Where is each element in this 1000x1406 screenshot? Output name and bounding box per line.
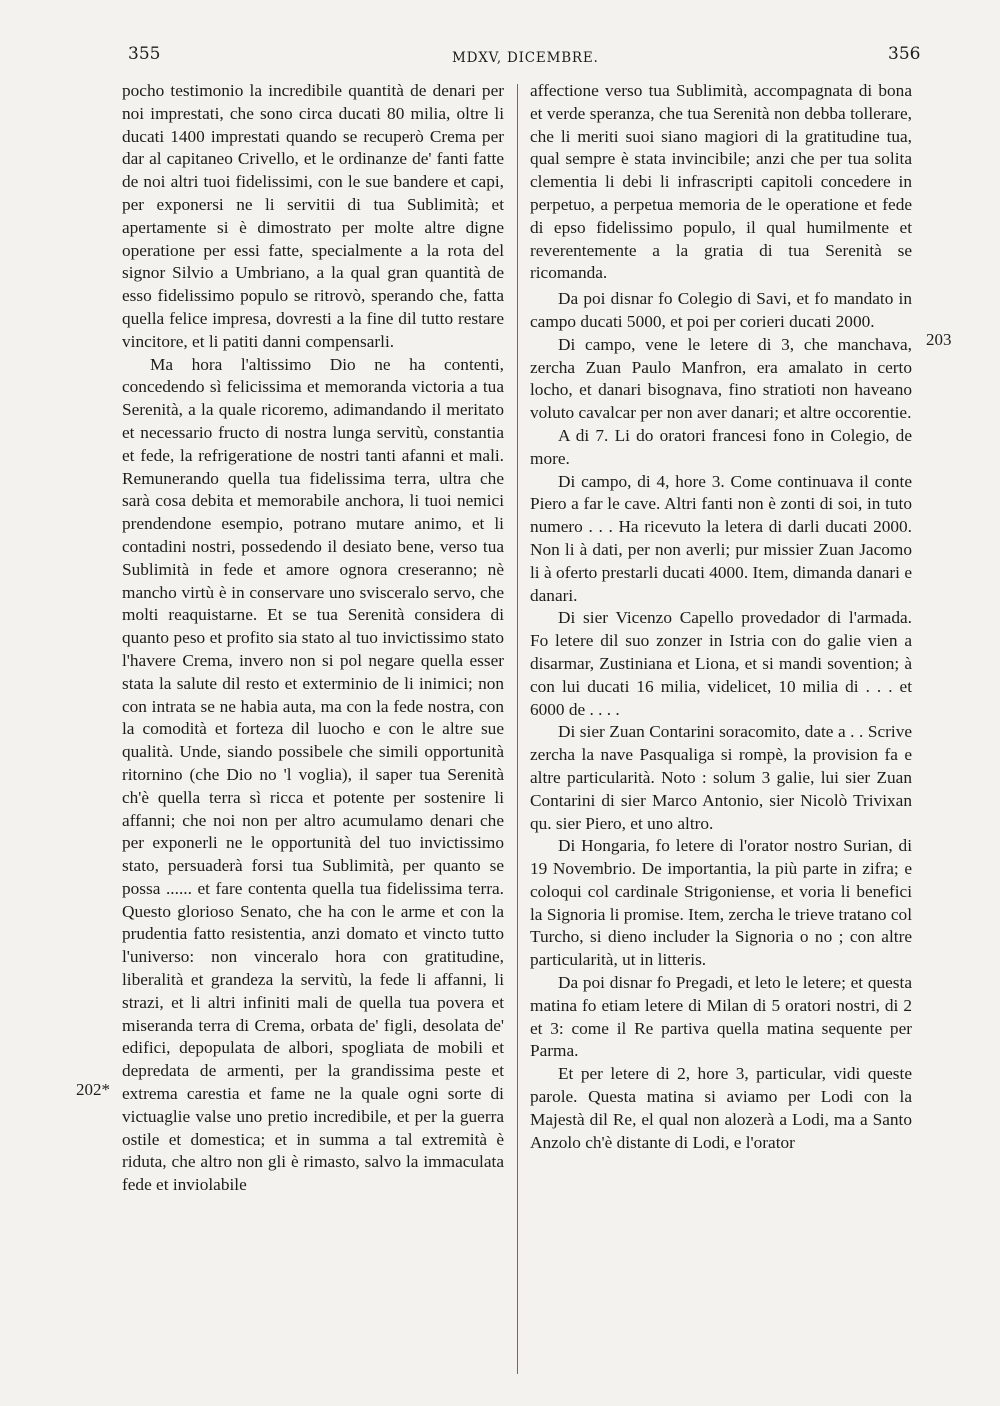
paragraph: Di campo, di 4, hore 3. Come continuava il conte Piero a far le cave. Altri fanti non è zonti di soi, in tuto numero . . . Ha ricevuto la letera di darli ducati 2000. Non li à dati, per non averli; pur missier Zuan Jacomo li à oferto prestarli ducati 4000. Item, dimanda danari e danari. — [530, 471, 912, 605]
right-column — [530, 80, 912, 1154]
paragraph: Ma hora l'altissimo Dio ne ha contenti, concedendo sì felicissima et memoranda victoria a tua Serenità, a la quale ricoremo, adimandando il meritato et necessario fructo di nostra lunga servitù, constantia et fede, la refrigeratione de nostri tanti afanni et mali. Remunerando quella tua fidelissima terra, ultra che sarà cosa debita et memorabile anchora, li tuoi nemici prendendone esempio, potrano mutare animo, et li contadini nostri, possedendo il desiato bene, verso tua Sublimità in fede et amore ognora creseranno; nè mancho virtù è in conservare uno svisceralo servo, che molti reaquistarne. Et se tua Serenità considera di quanto peso et profito sia stato al tuo invictissimo stato l'havere Crema, invero non si pol negare quella esser stata la salute dil resto et exterminio de li inimici; non con intrata se ne habia auta, ma con la fede nostra, con la comodità et forteza dil luocho e con le altre sue qualità. Unde, siando possibele che simili opportunità ritornino (che Dio no 'l voglia), il saper tua Serenità ch'è quella terra sì ricca et potente per sostenire li affanni; che noi non per altro acumulamo denari che per exponerli ne le opportunità del tuo invictissimo stato, persuaderà forsi tua Sublimità, per quanto se possa ...... et fare contenta quella tua fidelissima terra. Questo glorioso Senato, che ha con le arme et con la prudentia fatto resistentia, anzi domato et vincto tutto l'universo: non vinceralo hora con gratitudine, liberalità et grandeza la servitù, la fede li affanni, li strazi, et li altri infiniti mali de quella tua povera et miseranda terra di Crema, orbata de' figli, desolata de' edifici, depopulata de albori, spogliata de mobili et depredata de armenti, per la grandissima peste et extrema carestia et fame ne la quale ogni sorte di victuaglie valse uno pretio incredibile, et per la guerra ostile et domestica; et in summa a tal extremità è riduta, che altro non gli è rimasto, salvo la immaculata fede et inviolabile — [122, 354, 504, 1195]
column-divider — [517, 84, 518, 1374]
paragraph: Et per letere di 2, hore 3, particular, vidi queste parole. Questa matina si aviamo per Lodi con la Majestà dil Re, el qual non alozerà a Lodi, ma a Santo Anzolo ch'è distante di Lodi, e l'orator — [530, 1064, 912, 1152]
paragraph: pocho testimonio la incredibile quantità de denari per noi imprestati, che sono circa ducati 80 milia, oltre li ducati 1400 imprestati quando se recuperò Crema per dar al capitaneo Crivello, et le ordinanze de' fanti fatte de noi altri tuoi fidelissimi, con le sue bandere et capi, per exponersi ne li servitii di tua Sublimità; et apertamente si è dimostrato per molte altre digne operatione per essi fatte, specialmente a la rota del signor Silvio a Umbriano, a la qual gran quantità de esso fidelissimo populo se ritrovò, sperando che, fatta quella felice impresa, dovresti a la fine dil tutto restare vincitore, et li patiti danni compensarli. — [122, 81, 504, 351]
paragraph: Di sier Zuan Contarini soracomito, date a . . Scrive zercha la nave Pasqualiga si rompè, la provision fa e altre particularità. Noto : solum 3 galie, lui sier Zuan Contarini di sier Marco Antonio, sier Nicolò Trivixan qu. sier Piero, et uno altro. — [530, 722, 912, 833]
paragraph: Di campo, vene le letere di 3, che manchava, zercha Zuan Paulo Manfron, era amalato in certo locho, et danari bisognava, fino stratioti non haveano voluto cavalcar per non aver danari; et altre occorentie. — [530, 334, 912, 423]
paragraph: A di 7. Li do oratori francesi fono in Colegio, de more. — [530, 425, 912, 468]
paragraph: affectione verso tua Sublimità, accompagnata di bona et verde speranza, che tua Serenità non debba tollerare, che li meriti suoi siano magiori di la gratitudine tua, qual sempre è stata invincibile; anzi che per tua solita clementia li debi li infrascripti capitoli concedere in perpetuo, a perpetua memoria de le operatione et fede di epso fidelissimo populo, il qual humilmente et reverentemente a la gratia di tua Serenità se ricomanda. — [530, 81, 912, 283]
paragraph: Di Hongaria, fo letere di l'orator nostro Surian, di 19 Novembrio. De importantia, la più parte in zifra; e coloqui col cardinale Strigoniense, et voria li benefici la Signoria li promise. Item, zercha le trieve tratano col Turcho, si dieno includer la Signoria o no ; con altre particularità, ut in litteris. — [530, 836, 912, 970]
paragraph: Di sier Vicenzo Capello provedador di l'armada. Fo letere dil suo zonzer in Istria con do galie vien a disarmar, Zustiniana et Liona, et si mandi sovention; à con lui ducati 16 milia, videlicet, 10 milia di . . . et 6000 de . . . . — [530, 608, 912, 719]
running-head: MDXV, DICEMBRE. — [452, 50, 599, 66]
page-number-left: 355 — [128, 44, 161, 64]
left-column — [122, 80, 504, 1197]
margin-marker-left: 202* — [76, 1080, 110, 1099]
paragraph: Da poi disnar fo Pregadi, et leto le letere; et questa matina fo etiam letere di Milan di 5 oratori nostri, di 2 et 3: come il Re partiva quella matina sequente per Parma. — [530, 973, 912, 1061]
margin-marker-right: 203 — [926, 330, 952, 349]
paragraph: Da poi disnar fo Colegio di Savi, et fo mandato in campo ducati 5000, et poi per corieri ducati 2000. — [530, 289, 912, 331]
page-number-right: 356 — [888, 44, 921, 64]
